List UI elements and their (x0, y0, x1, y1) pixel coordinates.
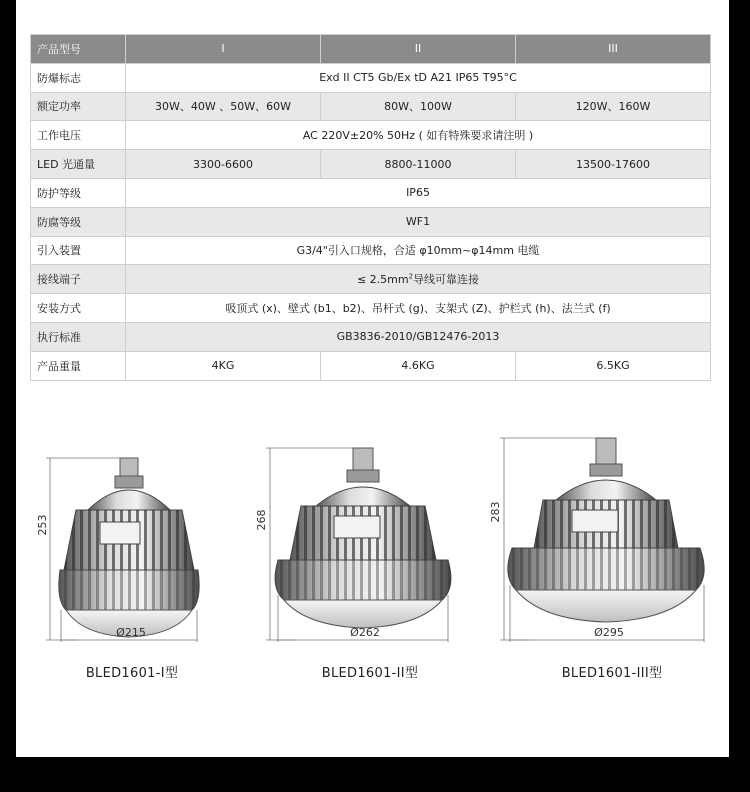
height-dim-2: 268 (255, 509, 268, 531)
row-protection-grade (31, 178, 711, 207)
row-value: IP65 (126, 178, 711, 207)
diameter-dim-2: Ø262 (350, 626, 380, 639)
row-label: 防爆标志 (31, 63, 126, 92)
row-label: 安装方式 (31, 294, 126, 323)
spec-table (30, 34, 711, 381)
terminal-value-post: 导线可靠连接 (413, 273, 480, 287)
terminal-value-sup: 2 (408, 272, 414, 281)
row-value: G3/4"引入口规格，合适 φ10mm~φ14mm 电缆 (126, 236, 711, 265)
row-explosion-mark (31, 63, 711, 92)
row-label: LED 光通量 (31, 150, 126, 179)
row-value-3: 13500-17600 (516, 150, 711, 179)
lamp-drawing-2 (255, 448, 451, 642)
row-rated-power (31, 92, 711, 121)
row-standard (31, 322, 711, 351)
row-label: 引入装置 (31, 236, 126, 265)
row-cable-entry (31, 236, 711, 265)
row-installation (31, 294, 711, 323)
row-value: AC 220V±20% 50Hz ( 如有特殊要求请注明 ) (126, 121, 711, 150)
diameter-dim-1: Ø215 (116, 626, 146, 639)
diameter-dim-3: Ø295 (594, 626, 624, 639)
height-dim-1: 253 (36, 514, 49, 536)
row-value-1: 30W、40W 、50W、60W (126, 92, 321, 121)
height-dim-3: 283 (489, 501, 502, 523)
dimension-drawings (16, 430, 729, 730)
row-terminal (31, 265, 711, 294)
spec-sheet-page (16, 0, 729, 757)
row-value: GB3836-2010/GB12476-2013 (126, 322, 711, 351)
row-value (126, 265, 711, 294)
row-value-3: 120W、160W (516, 92, 711, 121)
row-label: 产品重量 (31, 351, 126, 380)
row-anticorrosion-grade (31, 207, 711, 236)
model-label-3: BLED1601-III型 (561, 666, 663, 681)
header-col-2: II (321, 35, 516, 64)
row-luminous-flux (31, 150, 711, 179)
table-header-row (31, 35, 711, 64)
row-value-2: 80W、100W (321, 92, 516, 121)
model-label-2: BLED1601-II型 (321, 666, 419, 681)
row-value-2: 8800-11000 (321, 150, 516, 179)
header-col-1: I (126, 35, 321, 64)
header-col-3: III (516, 35, 711, 64)
row-value-1: 3300-6600 (126, 150, 321, 179)
row-value: 吸顶式 (x)、壁式 (b1、b2)、吊杆式 (g)、支架式 (Z)、护栏式 (h)、法兰式 (f) (126, 294, 711, 323)
row-label: 接线端子 (31, 265, 126, 294)
row-label: 工作电压 (31, 121, 126, 150)
row-label: 防护等级 (31, 178, 126, 207)
row-value: Exd II CT5 Gb/Ex tD A21 IP65 T95°C (126, 63, 711, 92)
row-label: 额定功率 (31, 92, 126, 121)
row-label: 防腐等级 (31, 207, 126, 236)
row-weight (31, 351, 711, 380)
row-voltage (31, 121, 711, 150)
row-value-1: 4KG (126, 351, 321, 380)
row-label: 执行标准 (31, 322, 126, 351)
header-label: 产品型号 (31, 35, 126, 64)
drawings-svg (16, 430, 729, 730)
model-label-1: BLED1601-I型 (85, 666, 179, 681)
lamp-drawing-3 (489, 438, 704, 642)
row-value: WF1 (126, 207, 711, 236)
lamp-drawing-1 (36, 458, 199, 642)
row-value-2: 4.6KG (321, 351, 516, 380)
row-value-3: 6.5KG (516, 351, 711, 380)
terminal-value-pre: ≤ 2.5mm (356, 273, 409, 287)
